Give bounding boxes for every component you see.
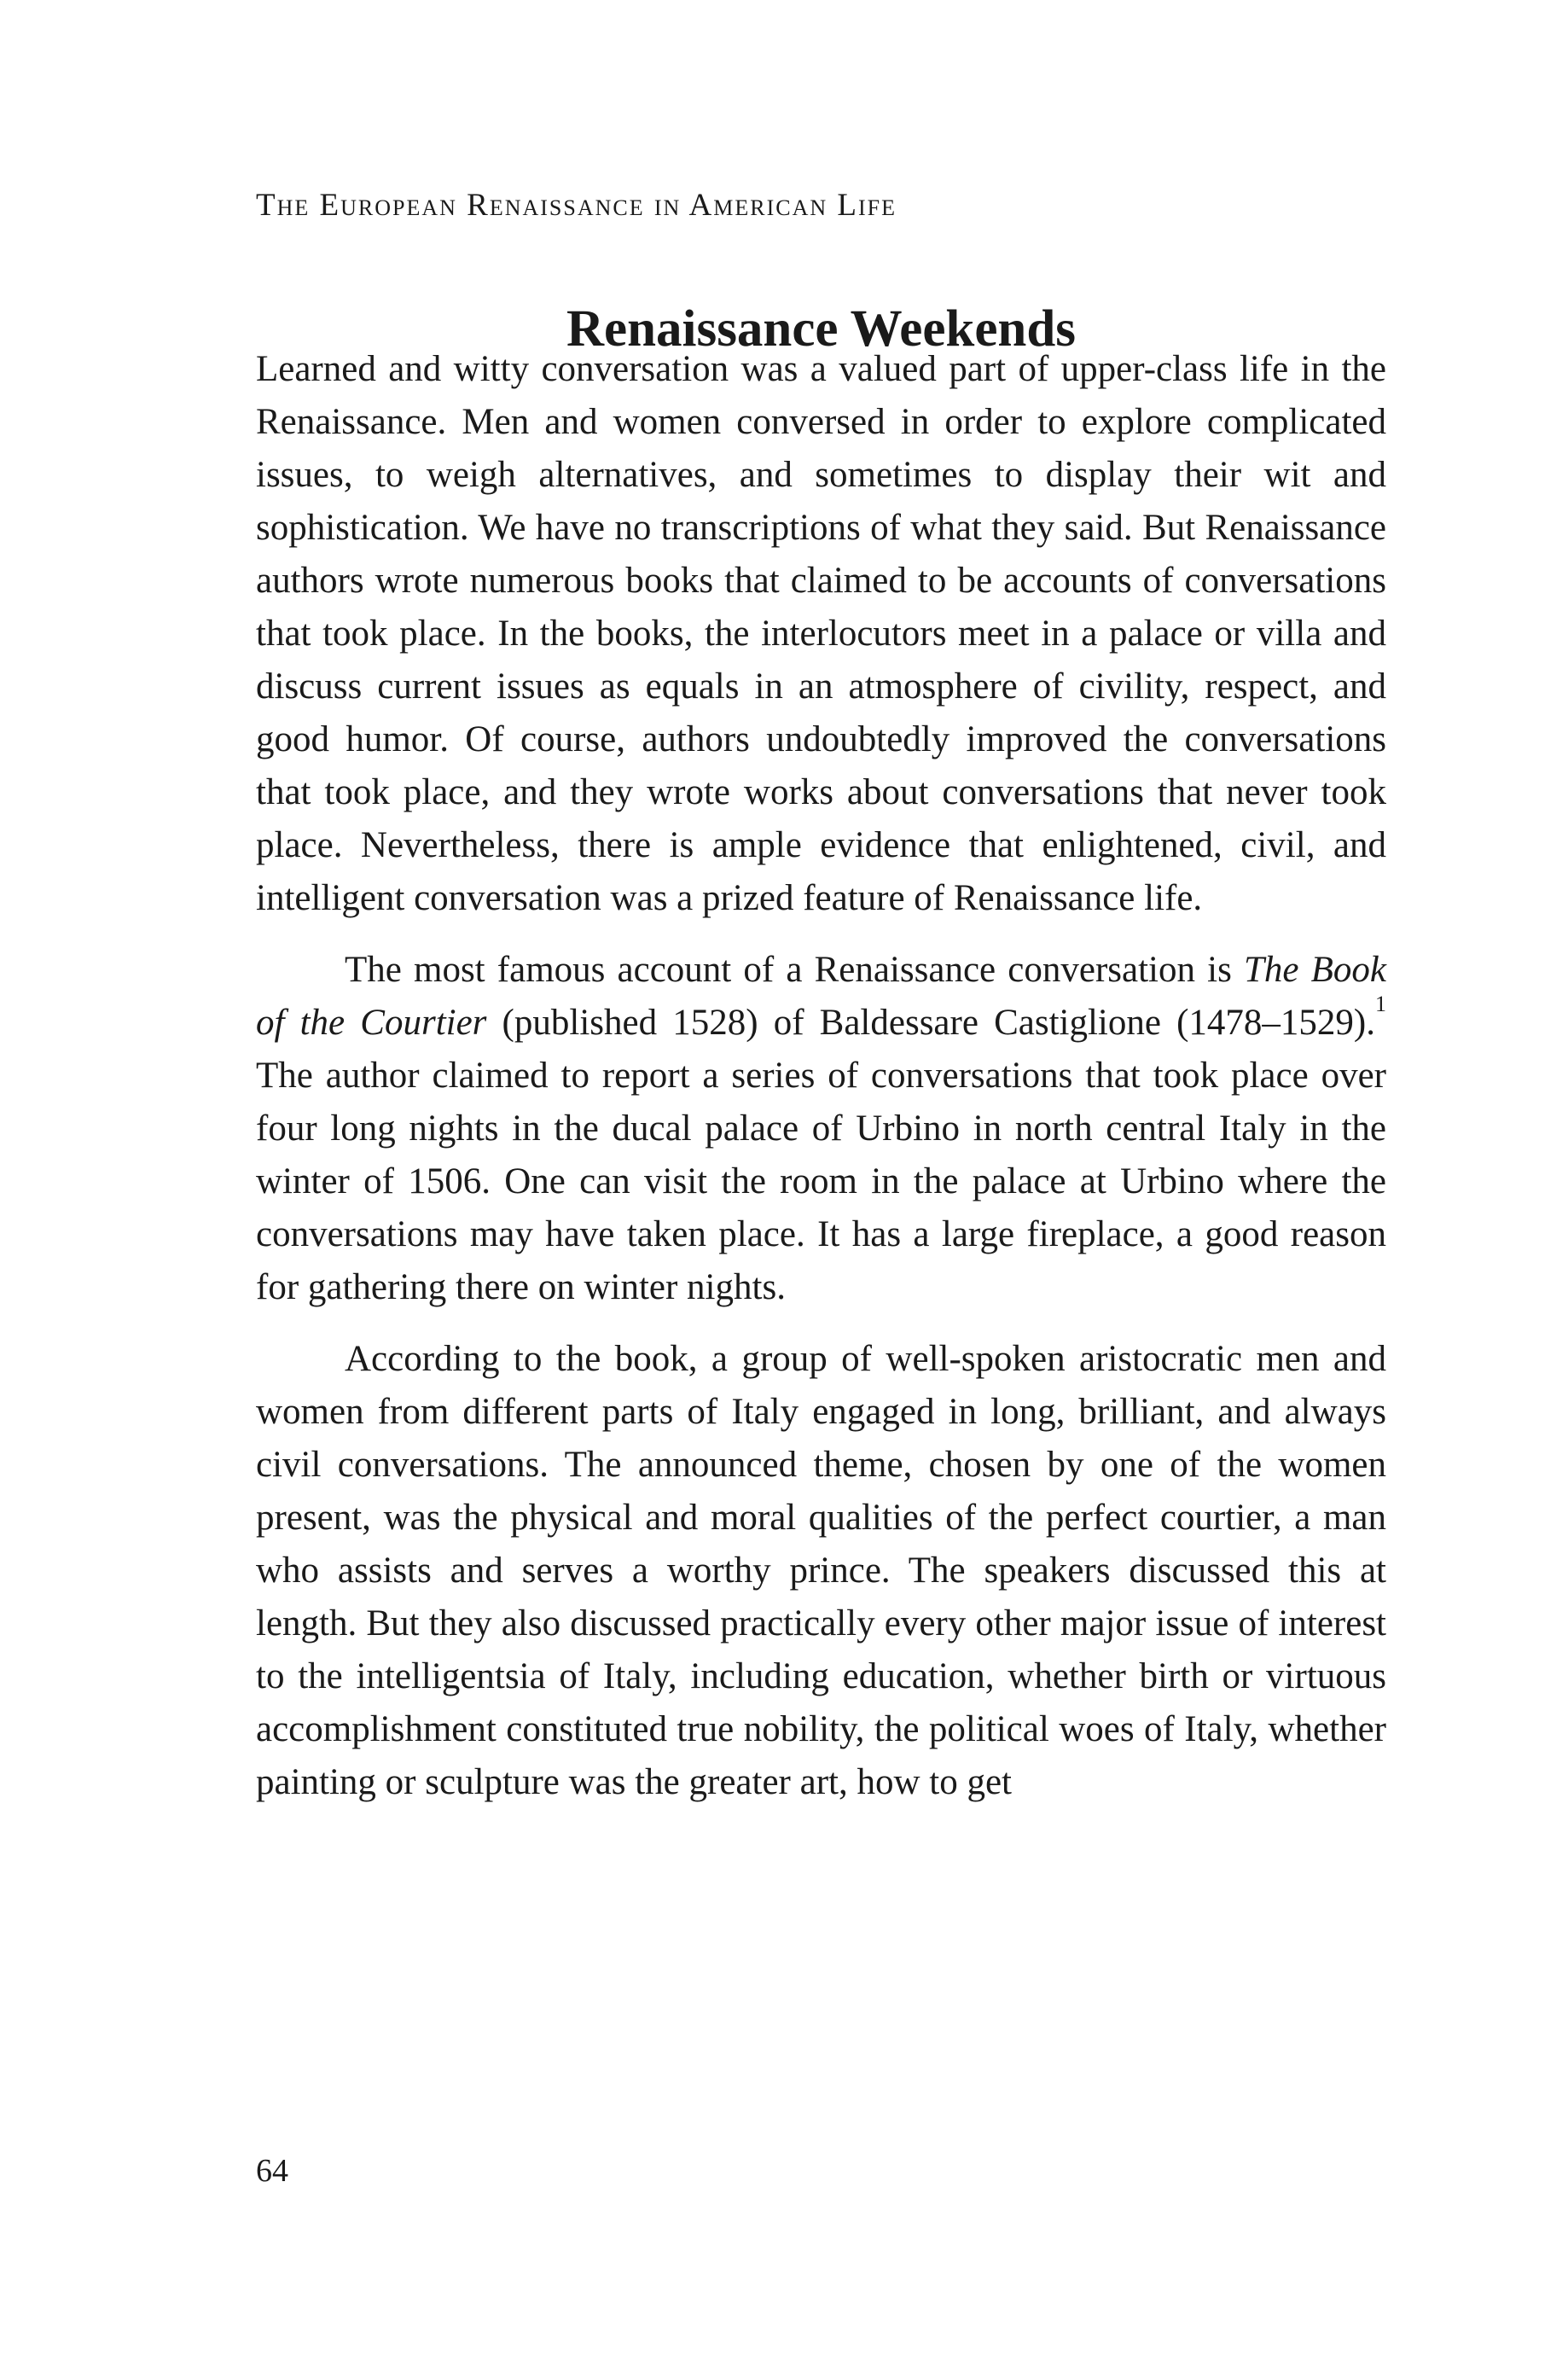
footnote-reference[interactable]: 1 [1375,992,1386,1016]
paragraph-2-lead: The most famous account of a Renaissance conversation is [345,950,1244,990]
paragraph-3: According to the book, a group of well-spoken aristocratic men and women from different parts of Italy engaged in long, brilliant, and always civil conversations. The announced theme, chosen by one of the women present, was the physical and moral qualities of the perfect courtier, a man who assists and serves a worthy prince. The speakers discussed this at length. But they also discussed practically every other major issue of interest to the intelligentsia of Italy, including education, whether birth or virtuous accomplishment constituted true nobility, the political woes of Italy, whether painting or sculpture was the greater art, how to get [256,1339,1386,1802]
page-number: 64 [256,2153,288,2189]
paragraph-2-rest: The author claimed to report a series of conversations that took place over four long nights in the ducal palace of Urbino in north central Italy in the winter of 1506. One can visit the room in the palace at Urbino where the conversations may have taken place. It has a large fireplace, a good reason for gathering there on winter nights. [256,1056,1386,1307]
paragraph-2-middle: (published 1528) of Baldessare Castiglione (1478–1529). [486,1003,1375,1043]
paragraph-1: Learned and witty conversation was a valued part of upper-class life in the Renaissance. Men and women conversed in order to explore complicated issues, to weigh alternatives, and sometimes to display their wit and sophistication. We have no transcriptions of what they said. But Renaissance authors wrote numerous books that claimed to be accounts of conversations that took place. In the books, the interlocutors meet in a palace or villa and discuss current issues as equals in an atmosphere of civility, respect, and good humor. Of course, authors undoubtedly improved the conversations that took place, and they wrote works about conversations that never took place. Nevertheless, there is ample evidence that enlightened, civil, and intelligent conversation was a prized feature of Renaissance life. [256,349,1386,918]
section-title: Renaissance Weekends [566,300,1077,358]
paragraph-2 [256,944,1386,1314]
body-text [256,343,1386,1828]
running-head: The European Renaissance in American Life [256,188,897,223]
book-title-italic: The Book of the Courtier [256,950,1386,1043]
